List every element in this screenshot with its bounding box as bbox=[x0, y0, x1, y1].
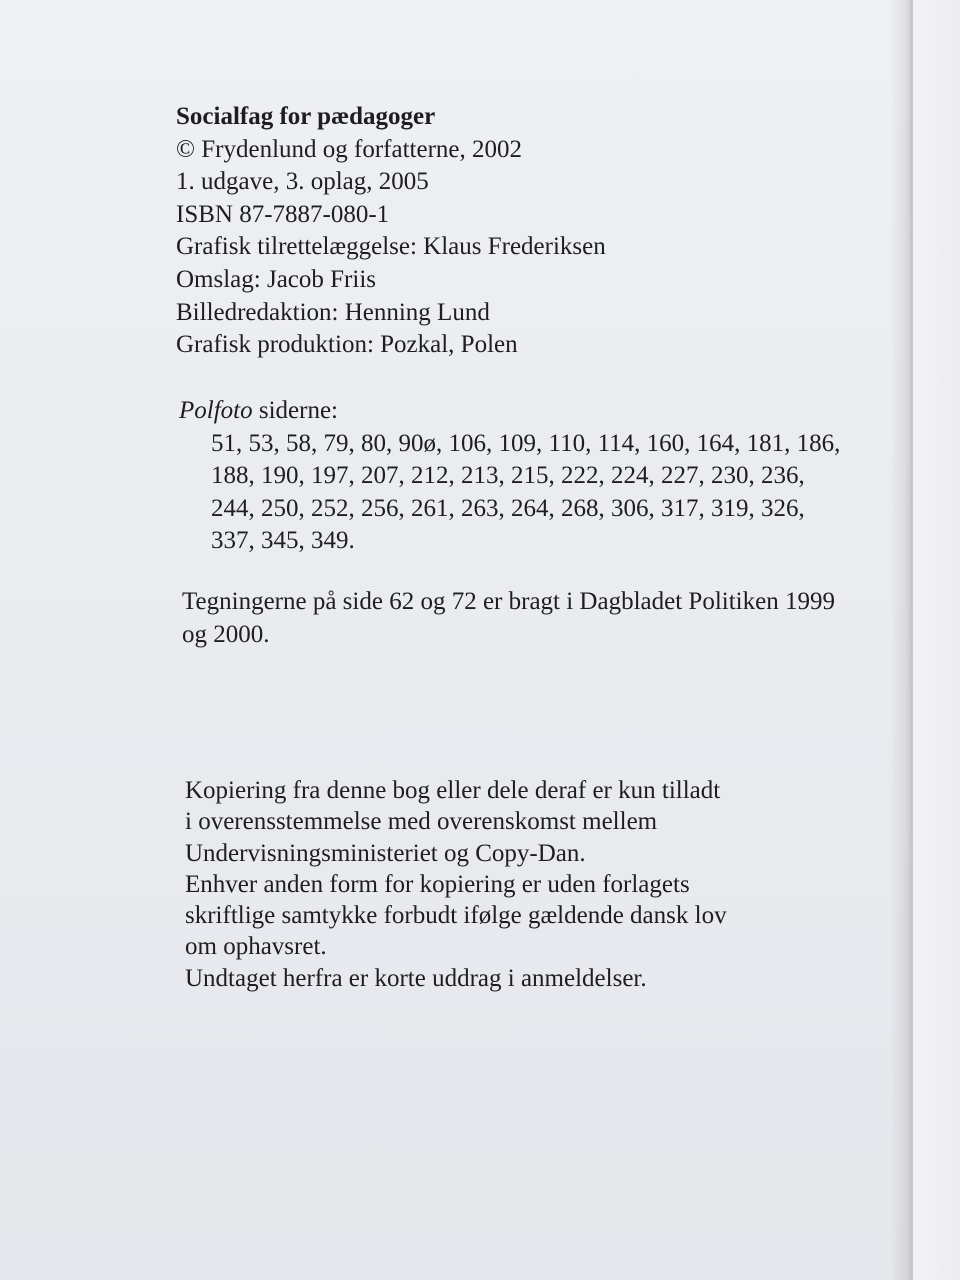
photo-agency-name: Polfoto bbox=[179, 397, 253, 424]
photo-page-line: 51, 53, 58, 79, 80, 90ø, 106, 109, 110, 114, 160, 164, 181, 186, bbox=[211, 429, 841, 457]
drawings-note-block bbox=[182, 586, 882, 651]
photo-credits-label: siderne: bbox=[252, 397, 338, 424]
photo-credits-block bbox=[179, 395, 873, 558]
copyright-notice-block bbox=[185, 775, 727, 994]
photo-page-line: 188, 190, 197, 207, 212, 213, 215, 222, 224, 227, 230, 236, bbox=[211, 462, 805, 490]
copyright-notice-line: om ophavsret. bbox=[185, 933, 327, 961]
book-title: Socialfag for pædagoger bbox=[176, 103, 436, 130]
drawings-note-line: og 2000. bbox=[182, 620, 270, 648]
copyright-notice-line: Undervisningsministeriet og Copy-Dan. bbox=[185, 839, 586, 867]
page-gutter-shadow bbox=[890, 0, 912, 1280]
imprint-cover-line: Omslag: Jacob Friis bbox=[176, 265, 376, 293]
next-page-edge bbox=[912, 0, 960, 1280]
imprint-block bbox=[176, 101, 606, 362]
copyright-notice-line: Enhver anden form for kopiering er uden forlagets bbox=[185, 870, 690, 898]
copyright-notice-line: Undtaget herfra er korte uddrag i anmeldelser. bbox=[185, 964, 647, 992]
photo-page-line: 244, 250, 252, 256, 261, 263, 264, 268, 306, 317, 319, 326, bbox=[211, 494, 805, 522]
imprint-copyright-line: © Frydenlund og forfatterne, 2002 bbox=[176, 135, 522, 163]
drawings-note-line: Tegningerne på side 62 og 72 er bragt i Dagbladet Politiken 1999 bbox=[182, 588, 835, 615]
copyright-notice-line: Kopiering fra denne bog eller dele deraf er kun tilladt bbox=[185, 777, 721, 804]
photo-page-line: 337, 345, 349. bbox=[211, 527, 355, 555]
imprint-production-line: Grafisk produktion: Pozkal, Polen bbox=[176, 331, 518, 359]
imprint-isbn-line: ISBN 87-7887-080-1 bbox=[176, 200, 390, 228]
imprint-edition-line: 1. udgave, 3. oplag, 2005 bbox=[176, 168, 429, 196]
imprint-picture-editor-line: Billedredaktion: Henning Lund bbox=[176, 298, 490, 326]
photo-page-list bbox=[211, 428, 873, 558]
imprint-design-line: Grafisk tilrettelæggelse: Klaus Frederiksen bbox=[176, 233, 606, 261]
copyright-notice-line: skriftlige samtykke forbudt ifølge gældende dansk lov bbox=[185, 902, 727, 930]
copyright-notice-line: i overensstemmelse med overenskomst mellem bbox=[185, 808, 658, 836]
photo-credits-heading bbox=[179, 395, 873, 428]
